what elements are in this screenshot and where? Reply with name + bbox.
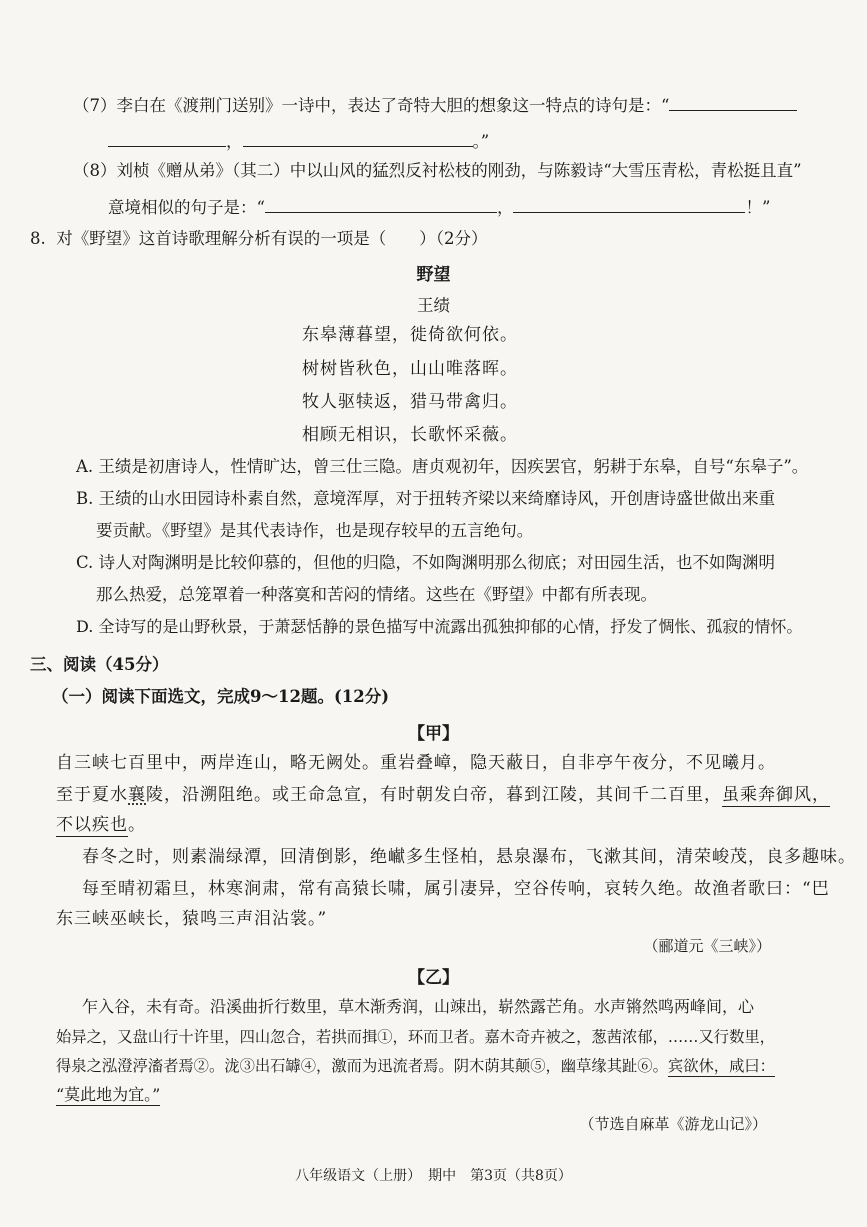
page-footer: 八年级语文（上册） 期中 第3页（共8页） xyxy=(295,1168,572,1184)
q8fill-answer-blank-2[interactable] xyxy=(513,194,745,213)
yi-paragraph: 得泉之泓澄渟滀者焉②。泷③出石罅④，激而为迅流者焉。阴木荫其颠⑤，幽草缘其趾⑥。宾欲休，咸曰： xyxy=(56,1057,775,1075)
poem-line: 树树皆秋色，山山唯落晖。 xyxy=(302,359,518,379)
option-c-cont: 那么热爱，总笼罩着一种落寞和苦闷的情绪。这些在《野望》中都有所表现。 xyxy=(96,585,657,604)
q7-line1: （7）李白在《渡荆门送别》一诗中，表达了奇特大胆的想象这一特点的诗句是：“ xyxy=(73,92,797,117)
jia-paragraph: 春冬之时，则素湍绿潭，回清倒影，绝𪩘多生怪柏，悬泉瀑布，飞漱其间，清荣峻茂，良多趣味。 xyxy=(82,847,856,867)
yi-label: 【乙】 xyxy=(408,968,459,988)
jia-paragraph: 不以疾也。 xyxy=(56,815,146,835)
jia-paragraph: 每至晴初霜旦，林寒涧肃，常有高猿长啸，属引凄异，空谷传响，哀转久绝。故渔者歌曰：“巴 xyxy=(82,879,830,899)
jia-paragraph: 至于夏水襄陵，沿溯阻绝。或王命急宣，有时朝发白帝，暮到江陵，其间千二百里，虽乘奔御风， xyxy=(56,785,830,805)
underlined-sentence: 不以疾也 xyxy=(56,815,128,835)
jia-source: （郦道元《三峡》） xyxy=(643,937,771,955)
jia-label: 【甲】 xyxy=(408,724,459,744)
option-b[interactable]: B. 王绩的山水田园诗朴素自然，意境浑厚，对于扭转齐梁以来绮靡诗风，开创唐诗盛世做出来重 xyxy=(76,489,776,508)
q8fill-answer-blank-1[interactable] xyxy=(265,194,497,213)
jia-paragraph: 东三峡巫峡长，猿鸣三声泪沾裳。” xyxy=(56,909,328,929)
underlined-sentence: 虽乘奔御风， xyxy=(722,785,830,805)
q7-answer-blank-3[interactable] xyxy=(243,128,473,147)
q8fill-line2: 意境相似的句子是：“ ， ！” xyxy=(108,194,770,219)
option-b-cont: 要贡献。《野望》是其代表诗作，也是现存较早的五言绝句。 xyxy=(96,521,534,540)
underlined-sentence: 宾欲休，咸曰： xyxy=(667,1057,775,1075)
dotted-word: 襄 xyxy=(128,785,146,805)
yi-paragraph: 始异之，又盘山行十许里，四山忽合，若拱而揖①，环而卫者。嘉木奇卉被之，葱茜浓郁，……又行数里， xyxy=(56,1028,775,1046)
yi-paragraph: 乍入谷，未有奇。沿溪曲折行数里，草木渐秀润，山竦出，崭然露芒角。水声锵然鸣两峰间，心 xyxy=(82,997,755,1016)
option-a[interactable]: A. 王绩是初唐诗人，性情旷达，曾三仕三隐。唐贞观初年，因疾罢官，躬耕于东皋，自号“东皋子”。 xyxy=(76,457,809,476)
section-title: 三、阅读（45分） xyxy=(30,655,169,674)
reading-part-title: （一）阅读下面选文，完成9～12题。(12分) xyxy=(52,687,390,706)
yi-source: （节选自麻革《游龙山记》） xyxy=(579,1115,767,1133)
yi-paragraph xyxy=(56,1084,160,1106)
jia-paragraph: 自三峡七百里中，两岸连山，略无阙处。重岩叠嶂，隐天蔽日，自非亭午夜分，不见曦月。 xyxy=(56,753,776,773)
poem-title: 野望 xyxy=(416,265,451,285)
q7-answer-blank-1[interactable] xyxy=(669,92,797,111)
option-d[interactable]: D. 全诗写的是山野秋景，于萧瑟恬静的景色描写中流露出孤独抑郁的心情，抒发了惆怅、孤寂的情怀。 xyxy=(76,617,803,636)
q8fill-line1: （8）刘桢《赠从弟》（其二）中以山风的猛烈反衬松枝的刚劲，与陈毅诗“大雪压青松，青松挺且直” xyxy=(73,161,802,180)
poem-line: 牧人驱犊返，猎马带禽归。 xyxy=(302,392,518,412)
poem-line: 东皋薄暮望，徙倚欲何依。 xyxy=(302,325,518,345)
option-c[interactable]: C. 诗人对陶渊明是比较仰慕的，但他的归隐，不如陶渊明那么彻底；对田园生活，也不如陶渊明 xyxy=(76,553,776,572)
underlined-sentence: “莫此地为宜。” xyxy=(56,1085,161,1104)
poem-author: 王绩 xyxy=(417,296,450,315)
q7-answer-blank-2[interactable] xyxy=(108,128,226,147)
question-8-stem: 8. 对《野望》这首诗歌理解分析有误的一项是（ ）（2分） xyxy=(30,229,488,248)
poem-line: 相顾无相识，长歌怀采薇。 xyxy=(302,425,518,445)
q7-line2: ， 。” xyxy=(108,128,489,153)
